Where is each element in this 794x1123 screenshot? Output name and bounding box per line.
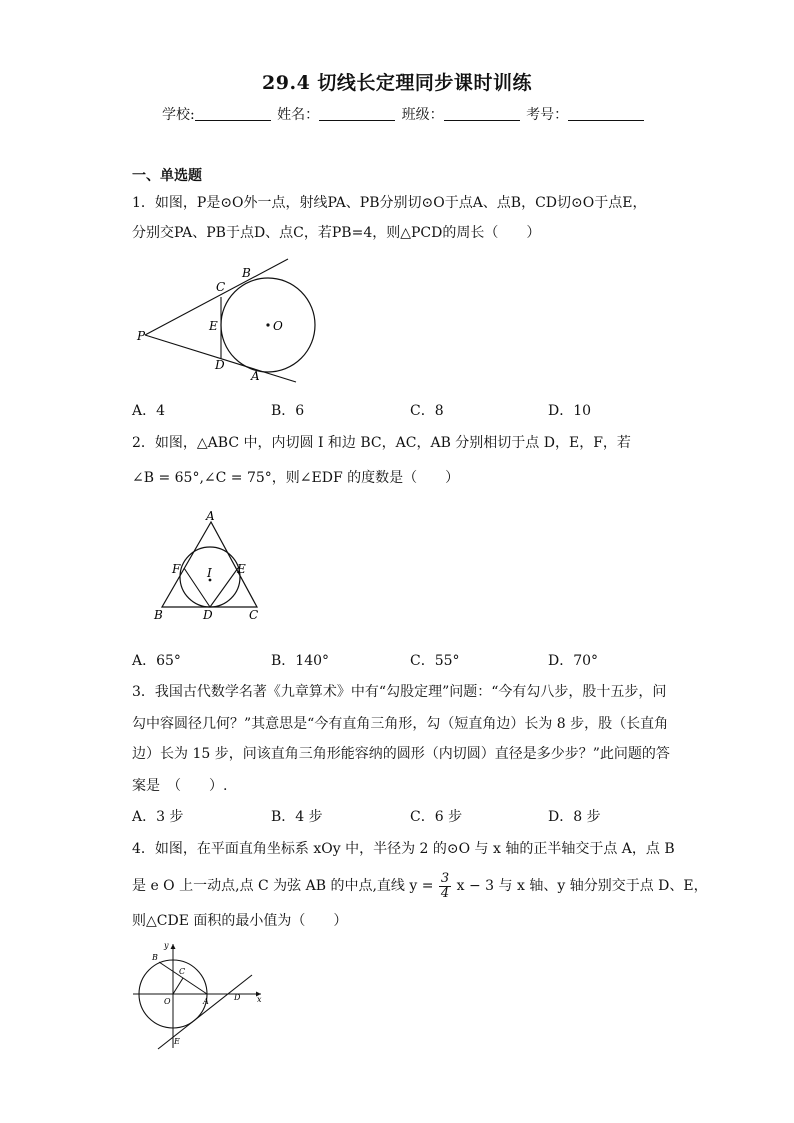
q1-option-b[interactable]: B．6: [271, 403, 305, 419]
q3-text-line4: 案是 （ ）.: [132, 778, 228, 794]
q1-option-a[interactable]: A．4: [132, 403, 166, 419]
q1-label-d: D: [215, 358, 225, 372]
q4-text-line1: 4．如图，在平面直角坐标系 xOy 中，半径为 2 的⊙O 与 x 轴的正半轴交于点 A，点 B: [132, 841, 675, 857]
q1-option-c[interactable]: C．8: [410, 403, 444, 419]
q2-option-a[interactable]: A．65°: [132, 653, 181, 669]
q2-label-i: I: [207, 566, 212, 580]
q2-label-a: A: [206, 509, 215, 523]
q1-label-p: P: [137, 329, 146, 343]
q4-text-line3: 则△CDE 面积的最小值为（ ）: [132, 913, 348, 929]
q4-label-x: x: [257, 995, 262, 1004]
q4-y-arrow: [171, 944, 176, 949]
q4-fraction: [439, 872, 451, 901]
q2-label-e: E: [237, 562, 246, 576]
q4-text-line2: [132, 866, 708, 906]
class-blank[interactable]: [444, 106, 520, 121]
q1-label-e: E: [209, 319, 218, 333]
q4-label-c: C: [179, 967, 186, 976]
school-label: 学校:: [162, 107, 195, 123]
name-blank[interactable]: [319, 106, 395, 121]
school-blank[interactable]: [195, 106, 271, 121]
q1-label-a: A: [251, 369, 260, 383]
q4-label-d: D: [234, 993, 241, 1002]
q3-option-b[interactable]: B．4 步: [271, 809, 323, 825]
q2-label-b: B: [154, 608, 163, 622]
q4-fraction-num: 3: [440, 870, 450, 886]
q3-text-line1: 3．我国古代数学名著《九章算术》中有“勾股定理”问题：“今有勾八步，股十五步，问: [132, 684, 667, 700]
q4-label-y: y: [164, 941, 169, 950]
q2-option-d[interactable]: D．70°: [548, 653, 599, 669]
name-label: 姓名：: [277, 107, 320, 123]
q4-label-e: E: [174, 1037, 180, 1046]
q2-label-c: C: [249, 608, 259, 622]
q3-text-line3: 边）长为 15 步，问该直角三角形能容纳的圆形（内切圆）直径是多少步？”此问题的答: [132, 746, 670, 762]
class-label: 班级：: [401, 107, 444, 123]
q2-label-f: F: [172, 562, 181, 576]
q2-label-d: D: [203, 608, 213, 622]
q4-figure: [128, 938, 268, 1053]
q4-label-b: B: [152, 953, 158, 962]
q4-text-line2-start: 是 e O 上一动点,点 C 为弦 AB 的中点,直线 y =: [132, 878, 434, 894]
q4-label-a: A: [203, 997, 209, 1006]
q1-option-d[interactable]: D．10: [548, 403, 592, 419]
section-heading: 一、单选题: [132, 168, 202, 184]
q4-line-de: [158, 975, 252, 1049]
q1-label-o: O: [273, 319, 283, 333]
q4-segment-oc: [173, 978, 183, 994]
q4-label-o: O: [164, 997, 171, 1006]
q3-text-line2: 勾中容圆径几何？”其意思是“今有直角三角形，勾（短直角边）长为 8 步，股（长直角: [132, 716, 669, 732]
q1-text-line2: 分别交PA、PB于点D、点C，若PB=4，则△PCD的周长（ ）: [132, 225, 541, 241]
q1-label-b: B: [242, 266, 251, 280]
q2-option-b[interactable]: B．140°: [271, 653, 330, 669]
q2-figure: [145, 505, 270, 625]
page-title: 29.4 切线长定理同步课时训练: [262, 72, 532, 94]
q2-text-line2: ∠B = 65°,∠C = 75°，则∠EDF 的度数是（ ）: [132, 470, 460, 486]
number-blank[interactable]: [568, 106, 644, 121]
q2-option-c[interactable]: C．55°: [410, 653, 460, 669]
q2-text-line1: 2．如图，△ABC 中，内切圆 I 和边 BC，AC，AB 分别相切于点 D，E，F，若: [132, 435, 631, 451]
q4-text-line2-end: x − 3 与 x 轴、y 轴分别交于点 D、E，: [456, 878, 708, 894]
q2-segment-ed: [210, 568, 238, 607]
q3-option-c[interactable]: C．6 步: [410, 809, 463, 825]
q1-center-dot: [266, 323, 269, 326]
number-label: 考号：: [526, 107, 569, 123]
student-info-row: [162, 104, 646, 124]
q1-figure: [130, 255, 330, 390]
q3-option-d[interactable]: D．8 步: [548, 809, 601, 825]
q1-text-line1: 1．如图，P是⊙O外一点，射线PA、PB分别切⊙O于点A、点B，CD切⊙O于点E，: [132, 195, 647, 211]
q1-label-c: C: [216, 280, 226, 294]
q3-option-a[interactable]: A．3 步: [132, 809, 184, 825]
q4-fraction-den: 4: [440, 885, 450, 901]
